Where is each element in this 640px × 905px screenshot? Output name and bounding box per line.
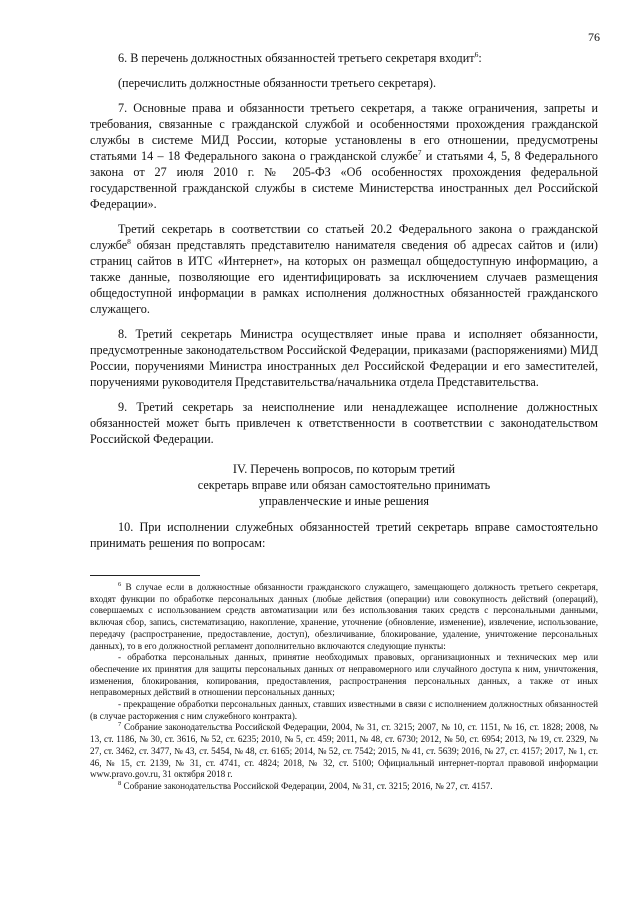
footnotes xyxy=(90,575,598,793)
footnote-ref-6: 6 xyxy=(474,49,479,59)
footnote-ref-7: 7 xyxy=(417,147,422,157)
footnote-ref-8: 8 xyxy=(127,236,131,246)
footnote-6-item-1: - обработка персональных данных, принятие необходимых правовых, организационных и технических мер или обеспечение их принятия для защиты персональных данных от неправомерного или случайного доступа к ним, уничтожения, изменения, блокирования, копирования, предоставления, распространения персональных данных, а также от иных неправомерных действий в отношении персональных данных; xyxy=(90,652,598,698)
document-body xyxy=(90,50,598,560)
footnote-divider xyxy=(90,575,200,576)
footnote-7: $^7$ Собрание законодательства Российской Федерации, 2004, № 31, ст. 3215; 2007, № 10, ст. 1151, № 16, ст. 1828; 2008, № 13, ст. 1186, № 30, ст. 3616, № 52, ст. 6235; 2010, № 5, ст. 459; 2011, № 48, ст. 6730; 2012, № 50, ст. 6954; 2013, № 19, ст. 2329, № 27, ст. 3462, ст. 3477, № 43, ст. 5454, № 48, ст. 6165; 2014, № 52, ст. 7542; 2015, № 41, ст. 5639; 2016, № 27, ст. 4157; 2017, № 1, ст. 46, № 15, ст. 2139, № 31, ст. 4741, ст. 4824; 2018, № 32, ст. 5100; Официальный интернет-портал правовой информации www.pravo.gov.ru, 31 октября 2018 г. xyxy=(90,721,598,780)
footnote-8: $^8$ Собрание законодательства Российской Федерации, 2004, № 31, ст. 3215; 2016, № 27, ст. 4157. xyxy=(118,779,493,791)
paragraph-7: 7. Основные права и обязанности третьего секретаря, а также ограничения, запреты и требования, связанные с гражданской службой и особенностями прохождения гражданской службы в системе МИД России, которые установлены в его отношении, предусмотрены статьями 14 – 18 Федерального закона о гражданской службе$^7$ и статьями 4, 5, 8 Федерального закона от 27 июля 2010 г. № 205-ФЗ «Об особенностях прохождения федеральной государственной гражданской службы в системе Министерства иностранных дел Российской Федерации». xyxy=(90,101,598,211)
paragraph-6-placeholder: (перечислить должностные обязанности третьего секретаря). xyxy=(118,76,436,90)
footnote-6: $^6$ В случае если в должностные обязанности гражданского служащего, замещающего должность третьего секретаря, входят функции по обработке персональных данных (любые действия (операции) или совокупность действий (операций), совершаемых с использованием средств автоматизации или без использования таких средств с персональными данными, включая сбор, запись, систематизацию, накопление, хранение, уточнение (обновление, изменение), извлечение, использование, передачу (распространение, предоставление, доступ), обезличивание, блокирование, удаление, уничтожение персональных данных), то в его должностной регламент дополнительно включаются следующие пункты: xyxy=(90,580,598,651)
paragraph-7-secretary: Третий секретарь в соответствии со статьей 20.2 Федерального закона о гражданской службе$^8$ обязан представлять представителю нанимателя сведения об адресах сайтов и (или) страниц сайтов в ИТС «Интернет», на которых он размещал общедоступную информацию, а также данные, позволяющие его идентифицировать за исключением случаев размещения общедоступной информации в рамках исполнения должностных обязанностей гражданского служащего. xyxy=(90,222,598,316)
page-number: 76 xyxy=(588,30,600,44)
paragraph-8: 8. Третий секретарь Министра осуществляет иные права и исполняет обязанности, предусмотренные законодательством Российской Федерации, приказами (распоряжениями) МИД России, поручениями Министра иностранных дел Российской Федерации и его заместителей, поручениями руководителя Представительства/начальника отдела Представительства. xyxy=(90,327,598,389)
footnote-6-item-2: - прекращение обработки персональных данных, ставших известными в связи с исполнением должностных обязанностей (в случае расторжения с ним служебного контракта). xyxy=(90,699,598,721)
section-heading-iv: IV. Перечень вопросов, по которым третий секретарь вправе или обязан самостоятельно принимать управленческие и иные решения xyxy=(197,462,491,508)
paragraph-6: 6. В перечень должностных обязанностей третьего секретаря входит$^6$: xyxy=(118,49,482,65)
paragraph-9: 9. Третий секретарь за неисполнение или ненадлежащее исполнение должностных обязанностей может быть привлечен к ответственности в соответствии с законодательством Российской Федерации. xyxy=(90,400,598,446)
paragraph-10: 10. При исполнении служебных обязанностей третий секретарь вправе самостоятельно принимать решения по вопросам: xyxy=(90,520,598,550)
